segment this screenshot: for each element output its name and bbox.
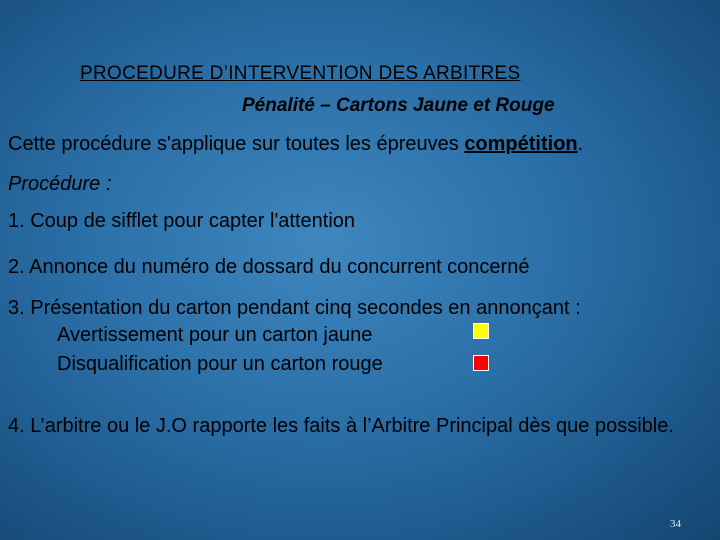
yellow-card-icon [473, 323, 489, 339]
yellow-card-line: Avertissement pour un carton jaune [57, 324, 373, 346]
step-1: 1. Coup de sifflet pour capter l'attention [8, 210, 356, 232]
intro-prefix: Cette procédure s'applique sur toutes les épreuves [8, 133, 465, 155]
slide-subtitle: Pénalité – Cartons Jaune et Rouge [242, 95, 555, 116]
red-card-icon [473, 355, 489, 371]
step-4: 4. L’arbitre ou le J.O rapporte les faits à l’Arbitre Principal dès que possible. [8, 415, 674, 437]
step-2: 2. Annonce du numéro de dossard du concurrent concerné [8, 256, 530, 278]
slide-title: PROCEDURE D’INTERVENTION DES ARBITRES [80, 63, 521, 84]
page-number: 34 [670, 518, 681, 530]
red-card-line: Disqualification pour un carton rouge [57, 353, 383, 375]
intro-text [8, 132, 583, 156]
step-3: 3. Présentation du carton pendant cinq secondes en annonçant : [8, 297, 581, 319]
intro-keyword: compétition [464, 133, 578, 155]
procedure-label: Procédure : [8, 173, 112, 195]
intro-suffix: . [577, 133, 584, 155]
